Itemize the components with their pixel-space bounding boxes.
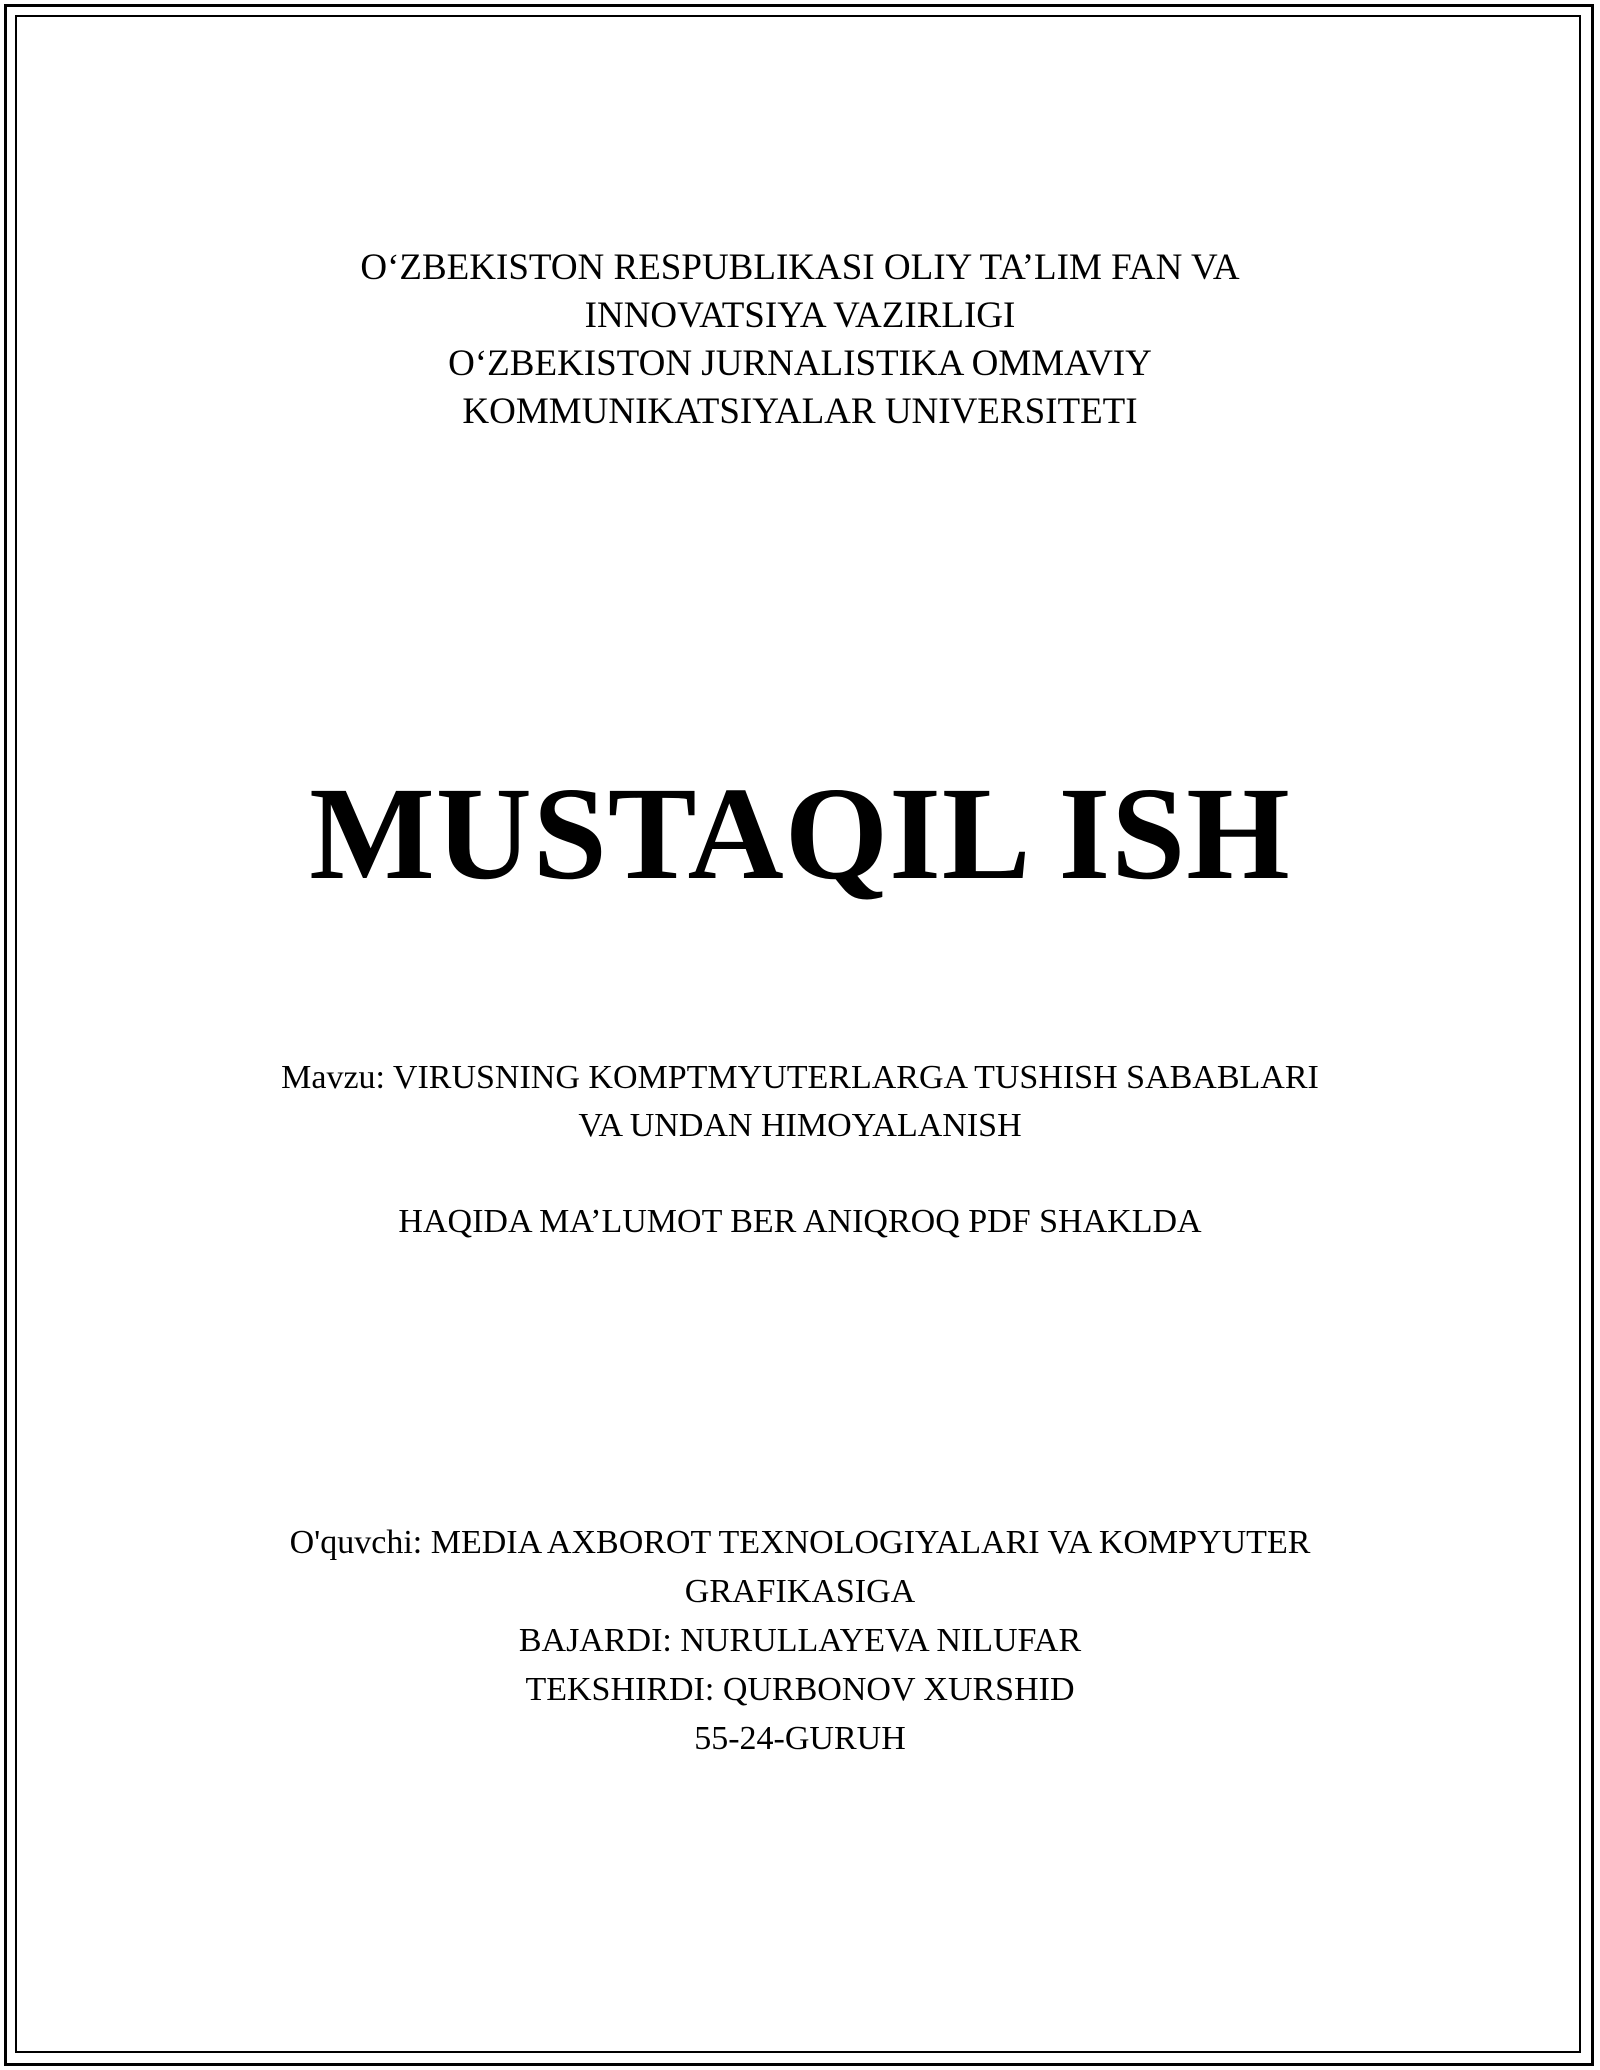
- info-student: O'quvchi: MEDIA AXBOROT TEXNOLOGIYALARI VA KOMPYUTER: [289, 1524, 1311, 1561]
- header-line-1: O‘ZBEKISTON RESPUBLIKASI OLIY TA’LIM FAN VA: [360, 247, 1240, 288]
- document-title: MUSTAQIL ISH: [309, 759, 1291, 907]
- topic-extra: [0, 1198, 1600, 1246]
- topic-line-3: HAQIDA MA’LUMOT BER ANIQROQ PDF SHAKLDA: [398, 1203, 1202, 1240]
- topic-section: [0, 1054, 1600, 1150]
- info-group: 55-24-GURUH: [694, 1720, 906, 1757]
- topic-line-2: VA UNDAN HIMOYALANISH: [578, 1107, 1022, 1144]
- student-info: [0, 1518, 1600, 1763]
- topic-line-1: Mavzu: VIRUSNING KOMPTMYUTERLARGA TUSHISH SABABLARI: [281, 1059, 1319, 1096]
- header-line-2: INNOVATSIYA VAZIRLIGI: [584, 295, 1016, 336]
- info-reviewer: TEKSHIRDI: QURBONOV XURSHID: [525, 1671, 1075, 1708]
- info-student-cont: GRAFIKASIGA: [684, 1573, 916, 1610]
- info-author: BAJARDI: NURULLAYEVA NILUFAR: [518, 1622, 1082, 1659]
- header-line-4: KOMMUNIKATSIYALAR UNIVERSITETI: [462, 391, 1138, 432]
- ministry-header: [0, 244, 1600, 436]
- header-line-3: O‘ZBEKISTON JURNALISTIKA OMMAVIY: [448, 343, 1152, 384]
